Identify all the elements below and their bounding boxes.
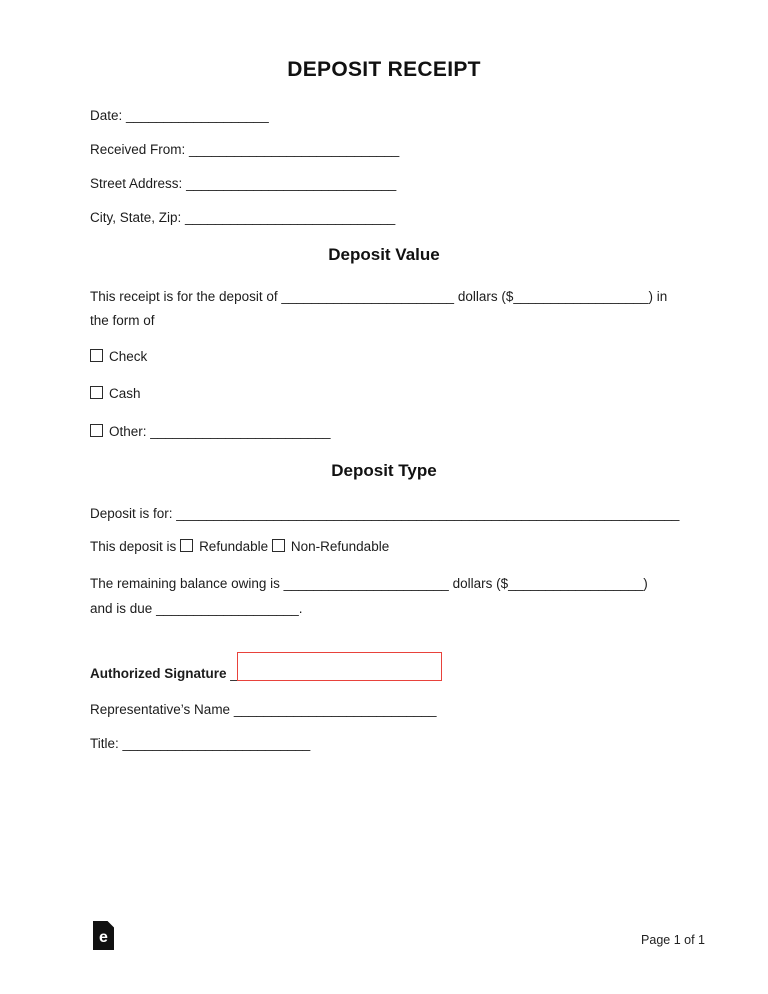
balance-part1: The remaining balance owing is bbox=[90, 576, 280, 591]
authorized-signature-label: Authorized Signature bbox=[90, 666, 227, 681]
logo-letter: e bbox=[99, 929, 108, 946]
field-street-address-blank: ____________________________ bbox=[186, 176, 397, 191]
balance-numeric-blank: __________________ bbox=[508, 576, 644, 591]
field-received-from-label: Received From: bbox=[90, 142, 186, 157]
page-number: Page 1 of 1 bbox=[641, 933, 705, 947]
title-field-line bbox=[90, 736, 310, 752]
document-title: DEPOSIT RECEIPT bbox=[287, 58, 481, 81]
non-refundable-label: Non-Refundable bbox=[290, 539, 390, 554]
deposit-value-sentence-part2: dollars ($ bbox=[457, 289, 514, 304]
authorized-signature-blank: ___________________________ bbox=[230, 666, 433, 681]
option-other bbox=[90, 424, 330, 440]
refundable-label: Refundable bbox=[199, 539, 269, 554]
balance-line2 bbox=[90, 601, 303, 617]
deposit-value-heading: Deposit Value bbox=[328, 245, 440, 264]
title-field-label: Title: bbox=[90, 736, 119, 751]
option-check bbox=[90, 349, 147, 365]
deposit-value-sentence-part1: This receipt is for the deposit of bbox=[90, 289, 278, 304]
deposit-for-line bbox=[90, 506, 679, 522]
other-checkbox[interactable] bbox=[90, 424, 103, 437]
deposit-value-sentence-line2: the form of bbox=[90, 313, 155, 328]
balance-words-blank: ______________________ bbox=[283, 576, 449, 591]
field-received-from bbox=[90, 142, 399, 158]
representative-name-blank: ___________________________ bbox=[233, 702, 437, 717]
refundable-line-text: This deposit is bbox=[90, 539, 177, 554]
option-other-blank: ________________________ bbox=[150, 424, 331, 439]
non-refundable-checkbox[interactable] bbox=[272, 539, 285, 552]
field-date-blank: ___________________ bbox=[126, 108, 269, 123]
due-date-blank: ___________________ bbox=[156, 601, 299, 616]
field-received-from-blank: ____________________________ bbox=[189, 142, 400, 157]
representative-name-label: Representative’s Name bbox=[90, 702, 231, 717]
field-street-address-label: Street Address: bbox=[90, 176, 183, 191]
deposit-amount-numeric-blank: __________________ bbox=[513, 289, 649, 304]
cash-checkbox[interactable] bbox=[90, 386, 103, 399]
due-period: . bbox=[298, 601, 303, 616]
field-date-label: Date: bbox=[90, 108, 123, 123]
refundable-checkbox[interactable] bbox=[180, 539, 193, 552]
title-field-blank: _________________________ bbox=[122, 736, 311, 751]
field-city-state-zip-label: City, State, Zip: bbox=[90, 210, 182, 225]
option-cash bbox=[90, 386, 141, 402]
field-city-state-zip-blank: ____________________________ bbox=[185, 210, 396, 225]
field-date bbox=[90, 108, 269, 124]
deposit-value-sentence-part3: ) in bbox=[648, 289, 668, 304]
deposit-for-label: Deposit is for: bbox=[90, 506, 173, 521]
eforms-logo bbox=[93, 921, 114, 953]
deposit-for-blank: ___________________________________________________________________ bbox=[176, 506, 680, 521]
balance-line1 bbox=[90, 576, 648, 592]
check-checkbox[interactable] bbox=[90, 349, 103, 362]
option-other-label: Other: bbox=[109, 424, 147, 439]
deposit-value-sentence-line1 bbox=[90, 289, 667, 305]
option-cash-label: Cash bbox=[109, 386, 141, 401]
due-text: and is due bbox=[90, 601, 153, 616]
deposit-type-heading: Deposit Type bbox=[331, 461, 437, 480]
signature-field-box[interactable] bbox=[237, 652, 442, 681]
option-check-label: Check bbox=[109, 349, 148, 364]
balance-part3: ) bbox=[643, 576, 648, 591]
deposit-amount-words-blank: _______________________ bbox=[281, 289, 455, 304]
balance-part2: dollars ($ bbox=[452, 576, 509, 591]
refundable-line bbox=[90, 539, 389, 555]
representative-name-line bbox=[90, 702, 437, 718]
field-city-state-zip bbox=[90, 210, 395, 226]
field-street-address bbox=[90, 176, 396, 192]
document-file-icon bbox=[93, 921, 114, 950]
